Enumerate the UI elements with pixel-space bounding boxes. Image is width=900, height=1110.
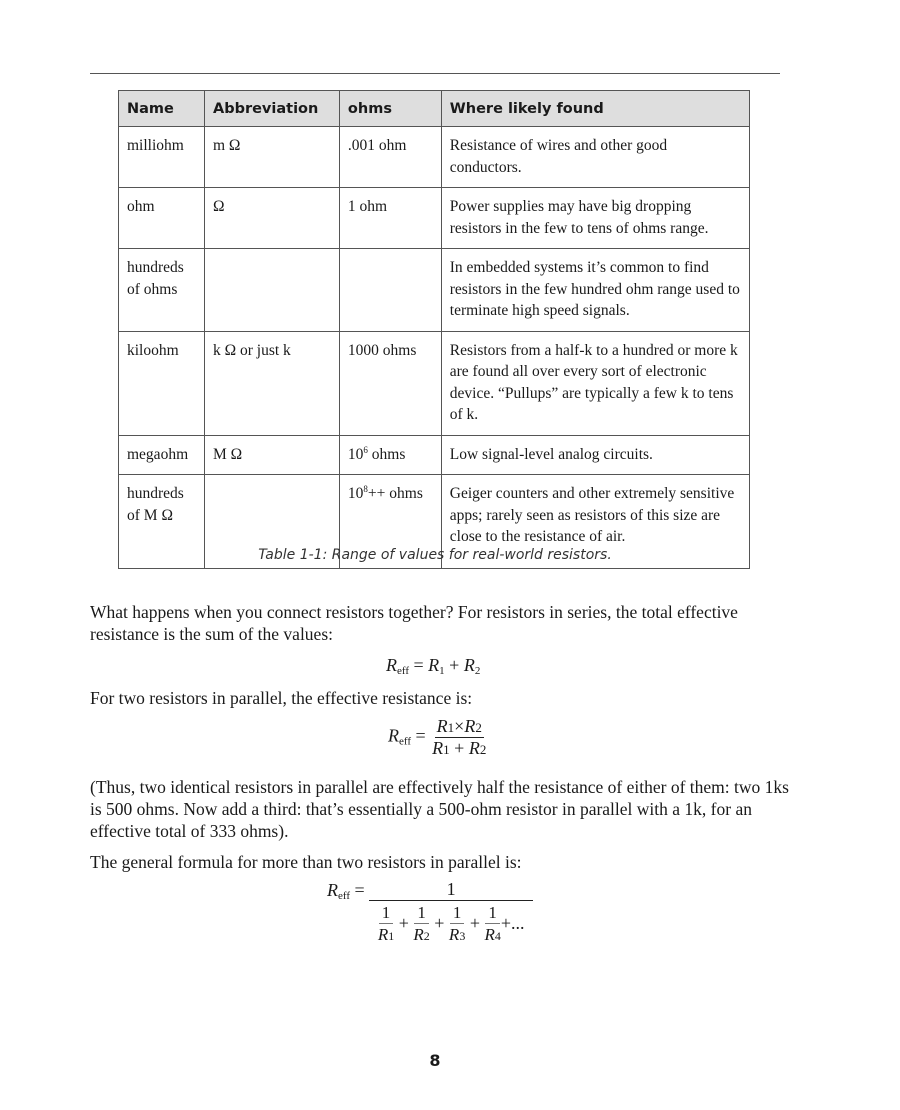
ohms-base: 10 bbox=[347, 485, 364, 502]
column-header-ohms: ohms bbox=[339, 91, 441, 127]
ohms-exponent: 6 bbox=[363, 444, 368, 455]
eq-symbol: R bbox=[464, 716, 476, 736]
eq-subscript: eff bbox=[399, 735, 412, 748]
eq-term-numerator: 1 bbox=[485, 903, 500, 924]
eq-ellipsis: +... bbox=[500, 913, 525, 934]
paragraph-general-formula-intro: The general formula for more than two resistors in parallel is: bbox=[90, 852, 522, 872]
eq-term-denominator bbox=[484, 924, 500, 947]
header-rule bbox=[90, 73, 780, 74]
eq-subscript: eff bbox=[338, 890, 351, 902]
table-caption: Table 1-1: Range of values for real-world resistors. bbox=[258, 547, 612, 563]
eq-subscript: 1 bbox=[439, 665, 445, 677]
equation-series bbox=[386, 655, 480, 676]
cell-where-found: Power supplies may have big dropping resistors in the few to tens of ohms range. bbox=[441, 188, 749, 249]
cell-where-found: Resistors from a half-k to a hundred or more k are found all over every sort of electronic device. “Pullups” are typically a few k to tens of k. bbox=[441, 331, 749, 435]
cell-where-found: Resistance of wires and other good conductors. bbox=[441, 127, 749, 188]
cell-abbreviation bbox=[204, 249, 339, 332]
ohms-base: 10 bbox=[347, 445, 364, 463]
table-row bbox=[119, 188, 750, 249]
ohms-unit: ohms bbox=[367, 445, 406, 463]
equation-two-parallel bbox=[388, 716, 488, 759]
table-row bbox=[119, 127, 750, 188]
eq-symbol: R bbox=[428, 655, 440, 675]
page-number: 8 bbox=[429, 1051, 441, 1070]
eq-symbol: R bbox=[463, 655, 475, 675]
eq-term bbox=[378, 903, 394, 947]
eq-symbol: R bbox=[386, 655, 397, 675]
eq-subscript: 2 bbox=[479, 742, 487, 757]
eq-term-denominator bbox=[413, 924, 429, 947]
eq-term-denominator bbox=[449, 924, 465, 947]
eq-subscript: 1 bbox=[388, 929, 395, 943]
cell-name: hundreds of M Ω bbox=[119, 475, 205, 569]
eq-operator: + bbox=[444, 655, 464, 675]
column-header-where-found: Where likely found bbox=[441, 91, 749, 127]
eq-term-numerator: 1 bbox=[414, 903, 429, 924]
equation-general-parallel bbox=[327, 880, 533, 947]
eq-subscript: 2 bbox=[475, 720, 482, 735]
cell-ohms bbox=[339, 435, 441, 475]
eq-symbol: R bbox=[484, 925, 495, 944]
eq-symbol: R bbox=[413, 925, 424, 944]
cell-where-found: In embedded systems it’s common to find resistors in the few hundred ohm range used to terminate high speed signals. bbox=[441, 249, 749, 332]
eq-symbol: R bbox=[468, 738, 480, 758]
eq-denominator bbox=[376, 901, 527, 947]
column-header-abbreviation: Abbreviation bbox=[204, 91, 339, 127]
cell-abbreviation: k Ω or just k bbox=[204, 331, 339, 435]
paragraph-parallel-intro: For two resistors in parallel, the effective resistance is: bbox=[90, 688, 473, 708]
eq-denominator bbox=[430, 738, 488, 759]
cell-ohms: .001 ohm bbox=[339, 127, 441, 188]
eq-symbol: R bbox=[327, 880, 338, 900]
eq-operator: = bbox=[409, 655, 429, 675]
eq-numerator bbox=[435, 716, 484, 738]
eq-subscript: 3 bbox=[459, 929, 466, 943]
eq-fraction bbox=[430, 716, 488, 759]
cell-name: kiloohm bbox=[119, 331, 205, 435]
eq-operator: + bbox=[429, 913, 449, 934]
paragraph-parallel-example: (Thus, two identical resistors in parallel are effectively half the resistance of either of them: two 1ks is 500 ohms. Now add a third: that’s essentially a 500-ohm resistor in parallel with a 1k, for an effective total of 333 ohms). bbox=[90, 777, 789, 841]
paragraph-series-intro: What happens when you connect resistors together? For resistors in series, the total effective resistance is the sum of the values: bbox=[90, 602, 738, 644]
eq-operator: = bbox=[350, 880, 370, 900]
eq-operator: + bbox=[465, 913, 485, 934]
eq-symbol: R bbox=[448, 925, 460, 944]
ohms-exponent: 8 bbox=[363, 484, 368, 494]
cell-abbreviation: m Ω bbox=[204, 127, 339, 188]
eq-operator: = bbox=[411, 725, 431, 746]
cell-name: megaohm bbox=[119, 435, 205, 475]
eq-symbol: R bbox=[436, 716, 448, 736]
cell-ohms: 1000 ohms bbox=[339, 331, 441, 435]
eq-symbol: R bbox=[388, 725, 399, 746]
cell-abbreviation: M Ω bbox=[204, 435, 339, 475]
eq-term bbox=[484, 903, 500, 947]
eq-fraction bbox=[369, 878, 533, 947]
cell-abbreviation: Ω bbox=[204, 188, 339, 249]
eq-subscript: 2 bbox=[423, 929, 430, 943]
eq-operator: × bbox=[454, 716, 465, 736]
eq-term-denominator bbox=[378, 924, 394, 947]
table-row bbox=[119, 331, 750, 435]
table-header-row bbox=[119, 91, 750, 127]
ohms-unit: ++ ohms bbox=[367, 485, 423, 502]
column-header-name: Name bbox=[119, 91, 205, 127]
eq-symbol: R bbox=[377, 925, 389, 944]
resistor-range-table bbox=[118, 90, 750, 569]
eq-term-numerator: 1 bbox=[450, 903, 465, 924]
cell-where-found: Low signal-level analog circuits. bbox=[441, 435, 749, 475]
eq-operator: + bbox=[394, 913, 414, 934]
table-row bbox=[119, 249, 750, 332]
eq-numerator: 1 bbox=[369, 878, 533, 901]
eq-term-numerator: 1 bbox=[379, 903, 394, 924]
eq-symbol: R bbox=[432, 738, 444, 758]
eq-operator: + bbox=[449, 738, 469, 758]
cell-where-found: Geiger counters and other extremely sensitive apps; rarely seen as resistors of this size are close to the resistance of air. bbox=[441, 475, 749, 569]
cell-name: hundreds of ohms bbox=[119, 249, 205, 332]
eq-subscript: 1 bbox=[447, 720, 455, 735]
eq-subscript: 4 bbox=[494, 929, 501, 943]
eq-subscript: eff bbox=[397, 665, 410, 677]
cell-ohms: 1 ohm bbox=[339, 188, 441, 249]
eq-subscript: 1 bbox=[443, 742, 450, 757]
eq-subscript: 2 bbox=[474, 665, 481, 677]
cell-ohms bbox=[339, 249, 441, 332]
cell-name: milliohm bbox=[119, 127, 205, 188]
table-row bbox=[119, 435, 750, 475]
eq-term bbox=[449, 903, 465, 947]
cell-name: ohm bbox=[119, 188, 205, 249]
eq-term bbox=[413, 903, 429, 947]
